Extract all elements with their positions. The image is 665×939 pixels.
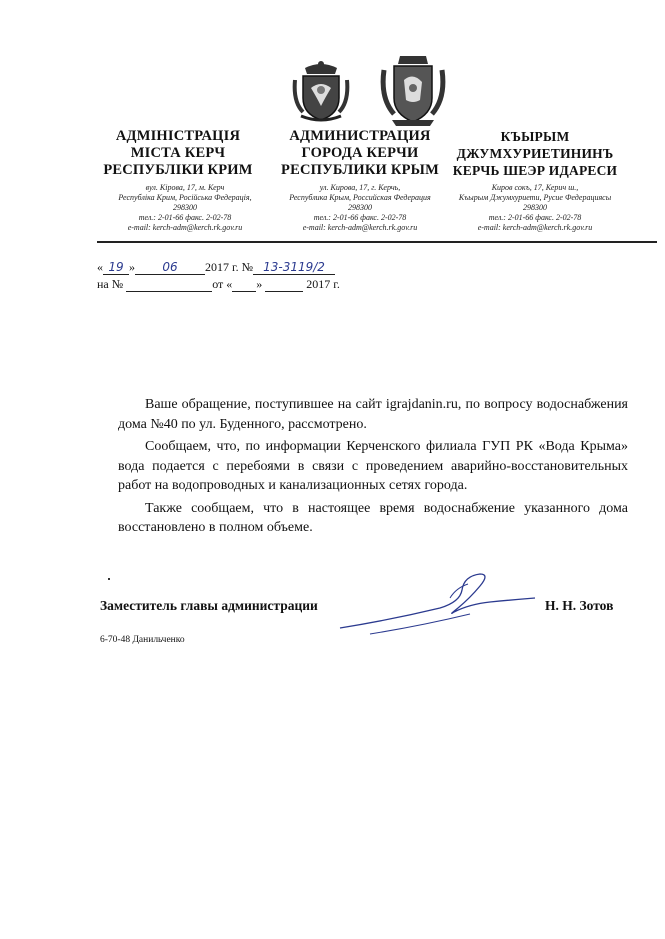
ref-day: 19	[108, 260, 124, 274]
crimea-coat-of-arms-icon	[291, 58, 351, 124]
ref-month: 06	[162, 260, 178, 274]
address-line: ул. Кирова, 17, г. Керчь,	[319, 183, 401, 192]
header-russian	[270, 128, 450, 233]
ref2-close: »	[256, 277, 263, 291]
address-line: e-mail: kerch-adm@kerch.rk.gov.ru	[127, 223, 243, 232]
address-line: тел.: 2-01-66 факс. 2-02-78	[138, 213, 232, 222]
outgoing-reference	[97, 260, 335, 275]
org-name-line: КЪЫРЫМ	[500, 129, 570, 144]
ref2-day-field	[232, 277, 256, 292]
org-address	[88, 183, 268, 233]
address-line: тел.: 2-01-66 факс. 2-02-78	[313, 213, 407, 222]
org-name-line: АДМІНІСТРАЦІЯ	[115, 128, 241, 144]
header-ukrainian	[88, 128, 268, 233]
quote-open: «	[97, 260, 103, 274]
org-name-line: КЕРЧЬ ШЕЭР ИДАРЕСИ	[452, 163, 618, 178]
executor-info: 6-70-48 Данильченко	[100, 635, 185, 645]
quote-close: »	[129, 260, 135, 274]
address-line: e-mail: kerch-adm@kerch.rk.gov.ru	[477, 223, 593, 232]
org-address	[450, 183, 620, 233]
incoming-reference	[97, 277, 340, 292]
ref-number-field	[253, 260, 335, 275]
address-line: тел.: 2-01-66 факс. 2-02-78	[488, 213, 582, 222]
signatory-name: Н. Н. Зотов	[545, 598, 614, 613]
ref2-number-field	[126, 277, 212, 292]
header-divider	[97, 241, 657, 243]
org-name-line: ГОРОДА КЕРЧИ	[301, 145, 419, 161]
ref2-from: от «	[212, 277, 233, 291]
address-line: вул. Кірова, 17, м. Керч	[145, 183, 225, 192]
paragraph: Ваше обращение, поступившее на сайт igrajdanin.ru, по вопросу водоснабжения дома №40 по ул. Буденного, рассмотрено.	[118, 397, 628, 432]
address-line: 298300	[348, 203, 372, 212]
handwritten-signature	[330, 568, 540, 643]
kerch-coat-of-arms-icon	[378, 52, 448, 128]
ref-year: 2017 г. №	[205, 260, 254, 274]
org-name-line: АДМИНИСТРАЦИЯ	[289, 128, 431, 144]
header-crimean-tatar	[450, 128, 620, 233]
paragraph: Сообщаем, что, по информации Керченского филиала ГУП РК «Вода Крыма» вода подается с перебоями в связи с проведением аварийно-восстановительных работ на водопроводных и канализационных сетях города.	[118, 439, 628, 493]
org-address	[270, 183, 450, 233]
address-line: e-mail: kerch-adm@kerch.rk.gov.ru	[302, 223, 418, 232]
ref-number: 13-3119/2	[263, 260, 325, 274]
address-line: Республика Крым, Российская Федерация	[289, 193, 431, 202]
signatory-position: Заместитель главы администрации	[100, 598, 318, 613]
org-name-line: РЕСПУБЛИКИ КРЫМ	[281, 162, 439, 178]
org-name-line: РЕСПУБЛІКИ КРИМ	[103, 162, 253, 178]
ref2-month-field	[265, 277, 303, 292]
org-name-line: МІСТА КЕРЧ	[130, 145, 226, 161]
ref2-year: 2017 г.	[306, 277, 340, 291]
letter-body	[118, 395, 628, 538]
address-line: 298300	[173, 203, 197, 212]
org-name-line: ДЖУМХУРИЕТИНИНЪ	[456, 146, 614, 161]
address-line: 298300	[523, 203, 547, 212]
address-line: Киров сокъ, 17, Керич ш.,	[491, 183, 579, 192]
ink-dot	[108, 578, 110, 580]
address-line: Республіка Крим, Російська Федерація,	[118, 193, 252, 202]
ref2-prefix: на №	[97, 277, 124, 291]
address-line: Къырым Джумхуриети, Русие Федерациясы	[458, 193, 612, 202]
paragraph: Также сообщаем, что в настоящее время водоснабжение указанного дома восстановлено в полном объеме.	[118, 500, 628, 535]
ref-day-field	[103, 260, 129, 275]
ref-month-field	[135, 260, 205, 275]
